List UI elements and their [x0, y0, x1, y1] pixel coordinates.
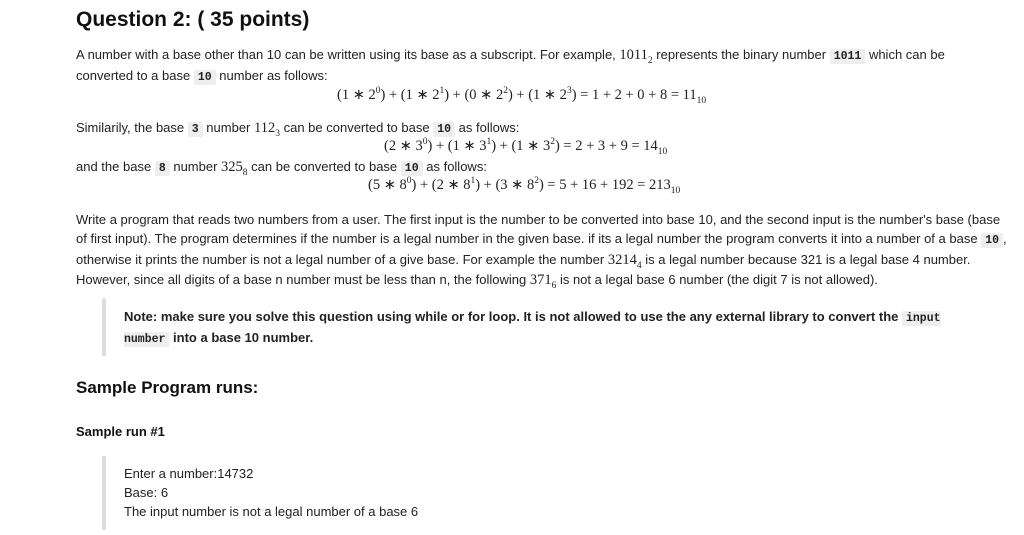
- equation-base8: (5 ∗ $8^0) + (2$ ∗ $8^1) + (3$ ∗ $8^2) = 5 + 16 + 192 = 213_{10}$: [368, 176, 681, 196]
- note-blockquote: Note: make sure you solve this question using while or for loop. It is not allowed to use the any external library to convert the input number into a base 10 number.: [102, 298, 982, 356]
- sample-run-output: [102, 456, 602, 530]
- base3-paragraph: Similarily, the base 3 number $112_3$ can be converted to base 10 as follows:: [76, 120, 520, 139]
- code-1011: 1011: [830, 49, 866, 64]
- equation-binary: (1 ∗ $2^0) + (1$ ∗ $2^1) + (0$ ∗ $2^2) + (1$ ∗ $2^3) = 1 + 2 + 0 + 8 = 11_{10}$: [337, 86, 707, 106]
- base8-paragraph: and the base 8 number $325_8$ can be converted to base 10 as follows:: [76, 159, 487, 178]
- sample-runs-heading: Sample Program runs:: [76, 378, 259, 397]
- task-paragraph: Write a program that reads two numbers from a user. The first input is the number to be converted into base 10, and the second input is the number's base (base of first input). The program determines if the number is a legal number in the given base. if its a legal number the program converts it into a number of a base 10 , otherwise it prints the number is not a legal number of a give base. For example the number $3214_4$ is a legal number because 321 is a legal base 4 number. However, since all digits of a base n number must be less than n, the following $371_6$ is not a legal base 6 number (the digit 7 is not allowed).: [76, 212, 1007, 291]
- question-title: Question 2: ( 35 points): [76, 8, 310, 31]
- code-input-number: input number: [124, 312, 941, 346]
- sample-run-1-heading: Sample run #1: [76, 424, 165, 439]
- code-base-10: 10: [433, 122, 455, 137]
- equation-base3: (2 ∗ $3^0) + (1$ ∗ $3^1) + (1$ ∗ $3^2) = 2 + 3 + 9 = 14_{10}$: [384, 137, 668, 157]
- legal-example: $3214_4$: [607, 252, 642, 271]
- code-base-10: 10: [981, 233, 1003, 248]
- sample-line: Enter a number:14732: [124, 466, 254, 481]
- binary-example: $1011_2$: [619, 47, 653, 66]
- code-base-3: 3: [188, 122, 203, 137]
- code-base-10: 10: [194, 70, 216, 85]
- sample-line: The input number is not a legal number of a base 6: [124, 504, 419, 519]
- base3-example: $112_3$: [254, 120, 280, 139]
- illegal-example: $371_6$: [529, 272, 557, 291]
- intro-paragraph: A number with a base other than 10 can be written using its base as a subscript. For example, $1011_2$ represents the binary number 1011 which can be converted to a base 10 number as follows:: [76, 47, 945, 84]
- base8-example: $325_8$: [221, 159, 248, 178]
- code-base-8: 8: [155, 161, 170, 176]
- code-base-10: 10: [401, 161, 423, 176]
- sample-line: Base: 6: [124, 485, 169, 500]
